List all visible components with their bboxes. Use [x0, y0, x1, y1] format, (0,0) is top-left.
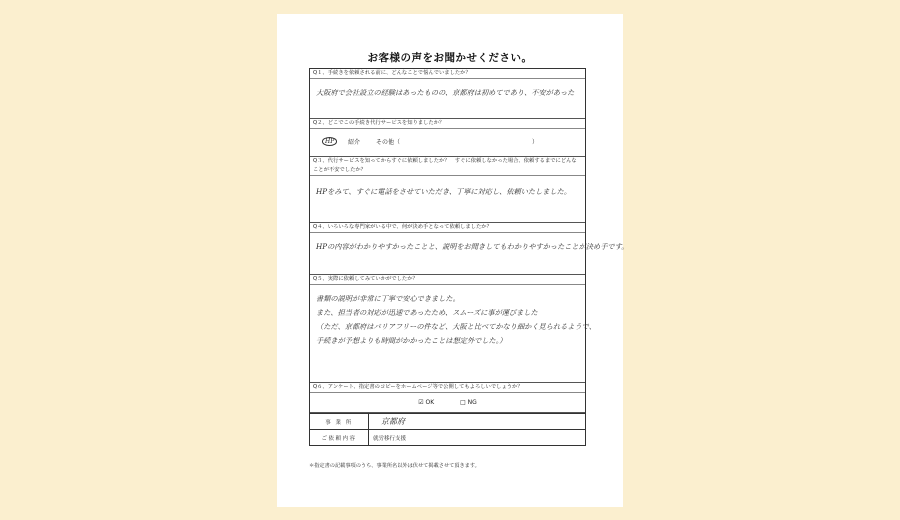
- service-value: 就労移行支援: [373, 435, 407, 442]
- question-1: [310, 69, 585, 119]
- handwritten-answer: HPをみて、すぐに電話をさせていただき、丁寧に対応し、依頼いたしました。: [316, 187, 572, 196]
- question-label: Q４、いろいろな専門家がいる中で、何が決め手となって依頼しましたか？: [310, 223, 585, 233]
- office-row: [310, 413, 585, 429]
- ok-checkbox: ☑ OK: [418, 399, 435, 406]
- question-6: [310, 383, 585, 413]
- source-options: [310, 129, 585, 149]
- handwritten-answer: 大阪府で会社設立の経験はあったものの、京都府は初めてであり、不安があった: [316, 88, 575, 97]
- handwritten-answer-line: また、担当者の対応が迅速であったため、スムーズに事が運びました: [316, 308, 538, 317]
- service-label: ご依頼内容: [310, 430, 369, 445]
- handwritten-answer-line: （ただ、京都府はバリアフリーの件など、大阪と比べてかなり細かく見られるようで、: [316, 322, 596, 331]
- question-3: [310, 157, 585, 223]
- handwritten-answer-line: 書類の説明が非常に丁寧で安心できました。: [316, 294, 460, 303]
- question-label: Q６、アンケート、指定書のコピーをホームページ等で公開してもよろしいでしょうか？: [310, 383, 585, 393]
- handwritten-answer-line: 手続きが予想よりも時間がかかったことは想定外でした。）: [316, 336, 507, 345]
- question-label: Q１、手続きを依頼される前に、どんなことで悩んでいましたか？: [310, 69, 585, 79]
- question-label: Q３、代行サービスを知ってからすぐに依頼しましたか？ すぐに依頼しなかった場合、依頼するまでにどんなことが不安でしたか？: [310, 157, 585, 176]
- question-label: Q５、実際に依頼してみていかがでしたか？: [310, 275, 585, 285]
- survey-sheet: [277, 14, 629, 507]
- ng-checkbox: □ NG: [460, 399, 477, 406]
- question-label: Q２、どこでこの手続き代行サービスを知りましたか？: [310, 119, 585, 129]
- question-5: [310, 275, 596, 383]
- office-value: 京都府: [381, 417, 405, 426]
- office-label: 事 業 所: [310, 414, 369, 429]
- service-row: [310, 429, 585, 445]
- handwritten-answer: HPの内容がわかりやすかったことと、説明をお聞きしてもわかりやすかったことが決め手です。: [316, 242, 629, 251]
- circled-option: HP: [322, 137, 337, 146]
- option-close: ）: [532, 139, 539, 146]
- footnote: ＊指定書の記載事項のうち、事業所名以外は伏せて掲載させて頂きます。: [309, 463, 480, 469]
- option-other: その他（: [376, 139, 401, 146]
- sheet-title: お客様の声をお聞かせください。: [367, 52, 533, 64]
- publish-options: [310, 393, 585, 413]
- question-4: [310, 223, 629, 275]
- option-intro: 紹介: [348, 139, 361, 146]
- question-2: [310, 119, 585, 157]
- survey-form: [309, 68, 629, 446]
